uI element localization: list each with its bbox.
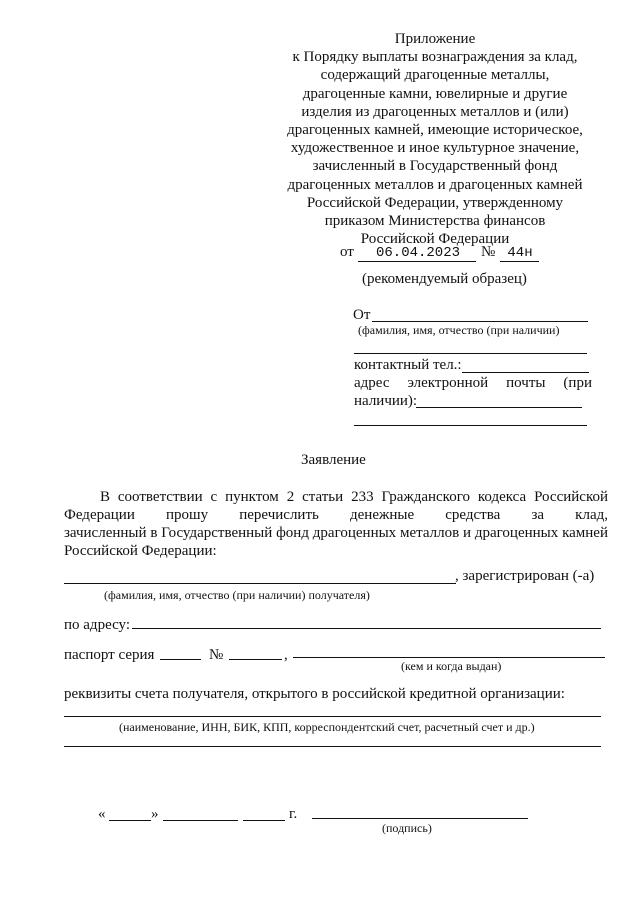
signature-field[interactable]: [312, 818, 528, 819]
body-line: зачисленный в Государственный фонд драгоценных металлов и драгоценных камней: [64, 525, 608, 541]
number-underline: [500, 261, 539, 262]
month-field[interactable]: [163, 820, 238, 821]
date-underline: [358, 261, 476, 262]
year-field[interactable]: [243, 820, 285, 821]
email-label-line2: наличии):: [354, 393, 418, 409]
appendix-line: Приложение: [394, 31, 476, 47]
date-prefix: от: [340, 244, 354, 260]
document-title: Заявление: [301, 452, 366, 468]
appendix-line: драгоценных металлов и драгоценных камней: [287, 176, 583, 193]
account-field[interactable]: [64, 716, 601, 717]
recipient-name-field[interactable]: [64, 583, 456, 584]
passport-number-sign: №: [209, 647, 224, 663]
from-label: От: [353, 307, 371, 323]
from-field[interactable]: [372, 321, 588, 322]
email-field-2[interactable]: [354, 425, 587, 426]
day-field[interactable]: [109, 820, 151, 821]
body-line: В соответствии с пунктом 2 статьи 233 Гражданского кодекса Российской: [100, 489, 608, 505]
number-prefix: №: [481, 244, 496, 260]
appendix-line: художественное и иное культурное значение,: [290, 140, 580, 157]
account-field-2[interactable]: [64, 746, 601, 747]
phone-field[interactable]: [462, 372, 589, 373]
sample-note: (рекомендуемый образец): [362, 271, 527, 287]
registered-label: , зарегистрирован (-а): [455, 568, 595, 584]
appendix-line: зачисленный в Государственный фонд: [312, 158, 558, 175]
appendix-line: Российской Федерации: [360, 231, 510, 248]
body-line: Российской Федерации:: [64, 543, 217, 559]
signature-caption: (подпись): [382, 821, 432, 835]
appendix-line: приказом Министерства финансов: [324, 213, 546, 230]
appendix-line: драгоценные камни, ювелирные и другие: [302, 85, 568, 102]
order-number: 44н: [507, 245, 533, 261]
passport-label: паспорт серия: [64, 647, 155, 663]
phone-label: контактный тел.:: [354, 357, 462, 373]
email-label-line1: адрес электронной почты (при: [354, 375, 592, 391]
open-quote: «: [98, 806, 106, 822]
order-date: 06.04.2023: [375, 245, 460, 261]
passport-comma: ,: [284, 647, 288, 663]
sender-name-field-2[interactable]: [354, 353, 587, 354]
passport-number-field[interactable]: [229, 659, 282, 660]
account-label: реквизиты счета получателя, открытого в российской кредитной организации:: [64, 686, 565, 702]
appendix-line: драгоценных камней, имеющие историческое,: [287, 122, 583, 139]
address-field[interactable]: [132, 628, 601, 629]
appendix-line: к Порядку выплаты вознаграждения за клад,: [292, 49, 578, 66]
appendix-line: изделия из драгоценных металлов и (или): [301, 103, 569, 120]
body-line: Федерации прошу перечислить денежные средства за клад,: [64, 507, 608, 523]
year-suffix: г.: [289, 806, 298, 822]
sender-name-caption: (фамилия, имя, отчество (при наличии): [358, 323, 560, 337]
body-paragraph: [64, 488, 608, 560]
recipient-caption: (фамилия, имя, отчество (при наличии) получателя): [104, 588, 370, 602]
appendix-line: Российской Федерации, утвержденному: [306, 194, 564, 211]
issued-caption: (кем и когда выдан): [401, 659, 502, 673]
address-label: по адресу:: [64, 617, 131, 633]
passport-issued-field[interactable]: [293, 657, 605, 658]
email-field[interactable]: [416, 407, 582, 408]
passport-series-field[interactable]: [160, 659, 201, 660]
account-caption: (наименование, ИНН, БИК, КПП, корреспондентский счет, расчетный счет и др.): [119, 720, 535, 734]
appendix-header: [280, 30, 590, 248]
close-quote: »: [151, 806, 159, 822]
appendix-line: содержащий драгоценные металлы,: [320, 67, 550, 84]
